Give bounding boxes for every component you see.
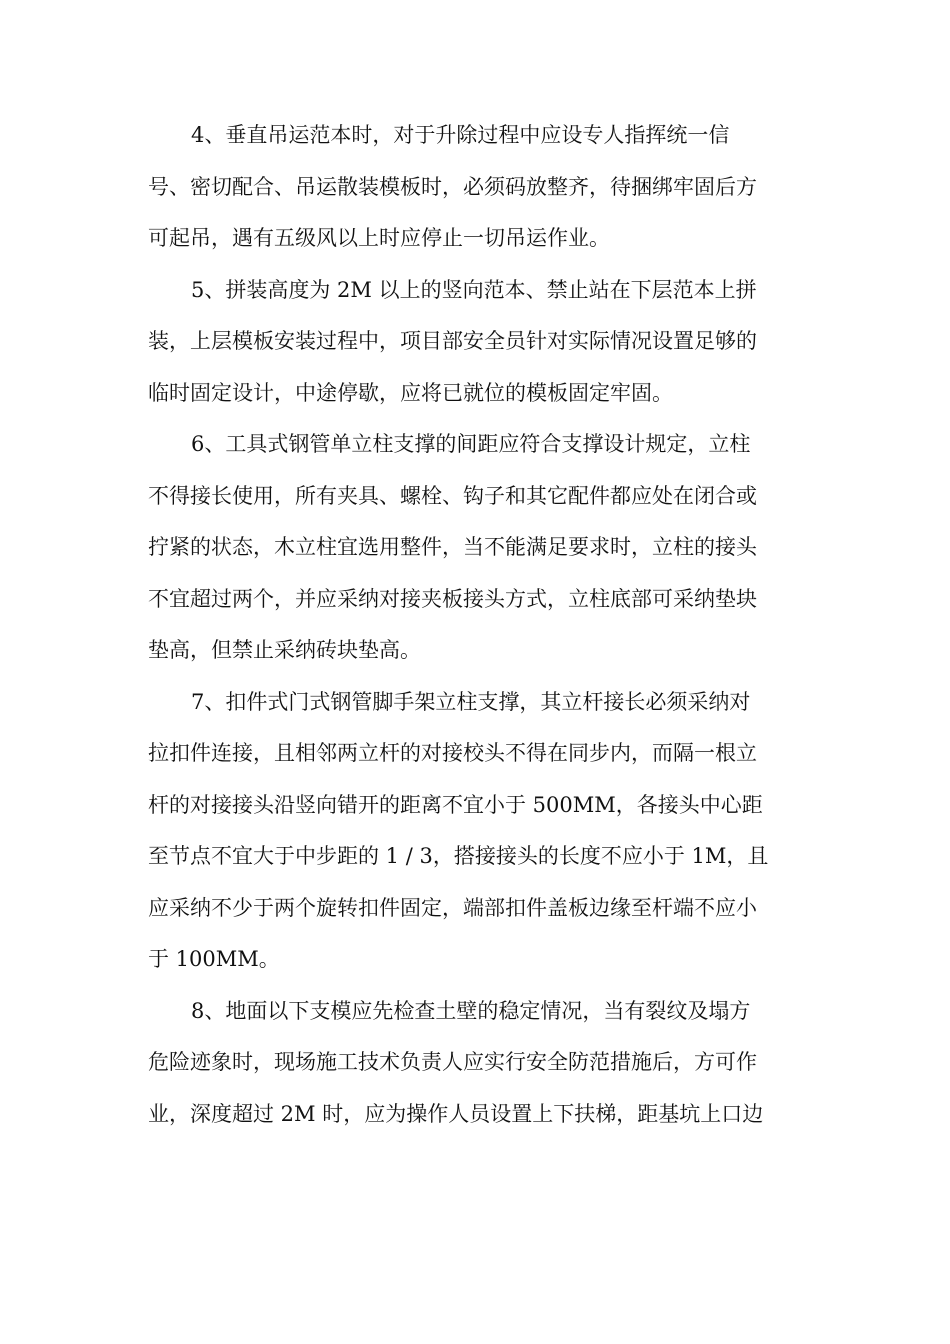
- paragraph-item-6: [148, 419, 808, 677]
- paragraph-line: 可起吊，遇有五级风以上时应停止一切吊运作业。: [148, 226, 610, 250]
- paragraph-line: 临时固定设计，中途停歇，应将已就位的模板固定牢固。: [148, 380, 673, 405]
- paragraph-line: 至节点不宜大于中步距的 1 / 3，搭接接头的长度不应小于 1M，且: [148, 844, 769, 868]
- paragraph-item-8: [148, 986, 808, 1141]
- paragraph-line: 垫高，但禁止采纳砖块垫高。: [148, 638, 421, 662]
- paragraph-line: 装，上层模板安装过程中，项目部安全员针对实际情况设置足够的: [148, 329, 757, 353]
- paragraph-line: 7、扣件式门式钢管脚手架立柱支撑，其立杆接长必须采纳对: [191, 689, 751, 714]
- paragraph-line: 号、密切配合、吊运散装模板时，必须码放整齐，待捆绑牢固后方: [148, 174, 757, 199]
- paragraph-line: 业，深度超过 2M 时，应为操作人员设置上下扶梯，距基坑上口边: [148, 1101, 764, 1126]
- paragraph-item-5: [148, 265, 808, 420]
- paragraph-line: 5、拼装高度为 2M 以上的竖向范本、禁止站在下层范本上拼: [191, 277, 757, 302]
- paragraph-line: 于 100MM。: [148, 947, 280, 971]
- paragraph-line: 6、工具式钢管单立柱支撑的间距应符合支撑设计规定，立柱: [191, 432, 751, 456]
- paragraph-item-7: [148, 677, 808, 986]
- paragraph-line: 杆的对接接头沿竖向错开的距离不宜小于 500MM，各接头中心距: [148, 792, 763, 817]
- paragraph-line: 不宜超过两个，并应采纳对接夹板接头方式，立柱底部可采纳垫块: [148, 586, 757, 611]
- paragraph-line: 拉扣件连接，且相邻两立杆的对接校头不得在同步内，而隔一根立: [148, 741, 757, 765]
- paragraph-line: 不得接长使用，所有夹具、螺栓、钩子和其它配件都应处在闭合或: [148, 483, 757, 508]
- paragraph-line: 8、地面以下支模应先检查土壁的稳定情况，当有裂纹及塌方: [191, 998, 751, 1023]
- paragraph-item-4: [148, 110, 808, 265]
- document-body: [148, 110, 808, 1140]
- paragraph-line: 拧紧的状态，木立柱宜选用整件，当不能满足要求时，立柱的接头: [148, 535, 757, 559]
- paragraph-line: 4、垂直吊运范本时，对于升除过程中应设专人指挥统一信: [191, 123, 730, 147]
- paragraph-line: 危险迹象时，现场施工技术负责人应实行安全防范措施后，方可作: [148, 1050, 757, 1074]
- paragraph-line: 应采纳不少于两个旋转扣件固定，端部扣件盖板边缘至杆端不应小: [148, 895, 757, 920]
